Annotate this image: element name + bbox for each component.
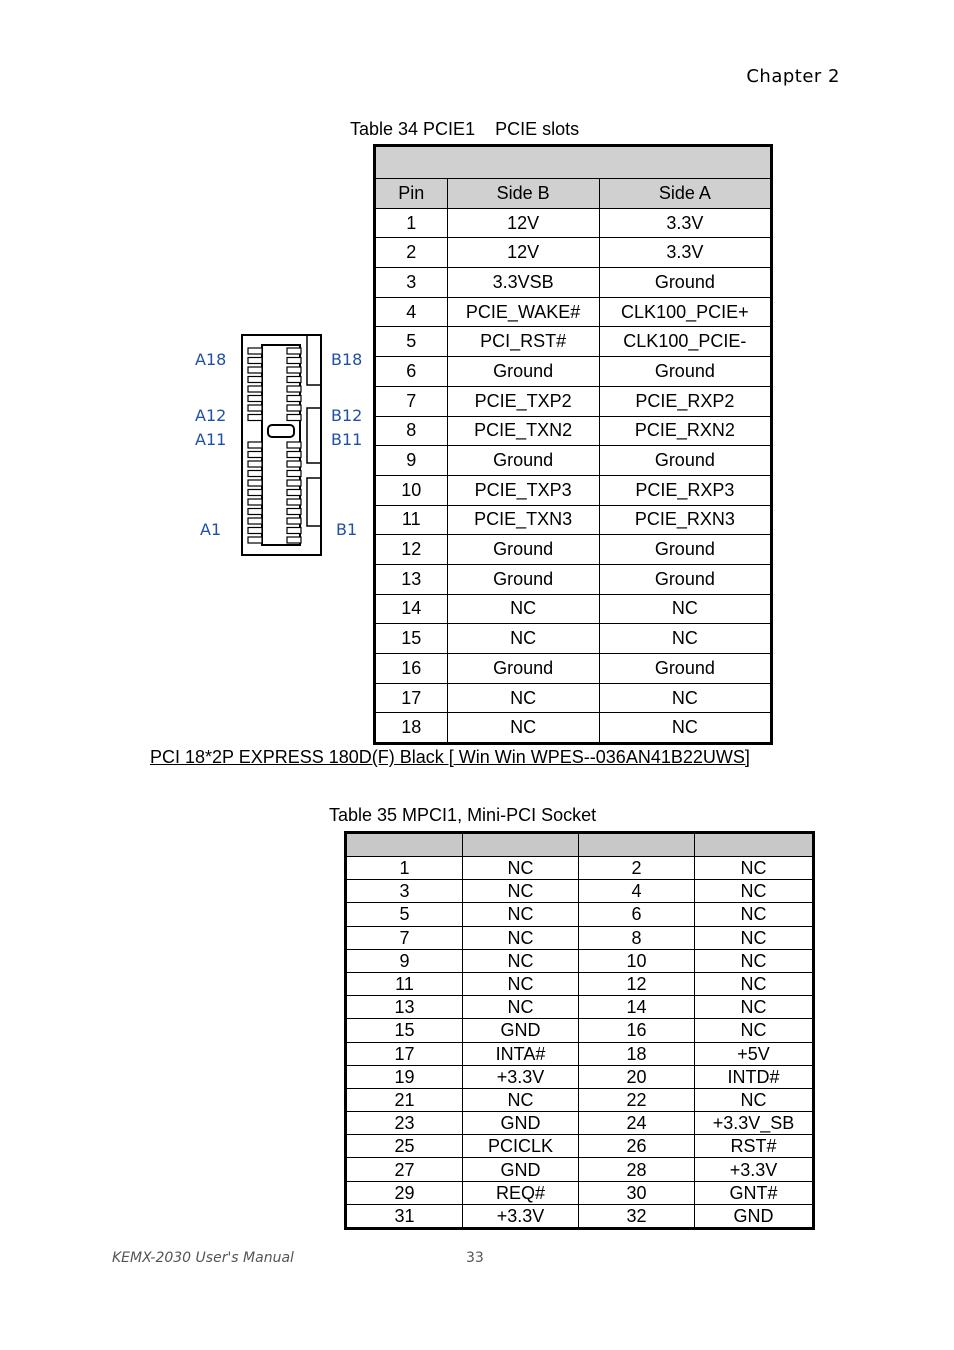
pin-number-cell: 31 [346,1204,463,1228]
signal-cell: NC [463,1088,579,1111]
pin-cell: 16 [375,654,448,684]
side-a-cell: PCIE_RXN3 [599,505,771,535]
pin-number-cell: 2 [579,857,695,880]
pin-cell: 6 [375,357,448,387]
side-b-cell: 3.3VSB [447,268,599,298]
signal-cell: REQ# [463,1181,579,1204]
table-row [346,903,814,926]
pin-number-cell: 14 [579,996,695,1019]
table34-caption: Table 34 PCIE1 PCIE slots [350,119,580,139]
side-b-cell: 12V [447,238,599,268]
side-a-cell: Ground [599,654,771,684]
side-a-cell: PCIE_RXP3 [599,475,771,505]
side-b-pin [287,415,301,421]
signal-cell: GNT# [695,1181,814,1204]
pin-cell: 15 [375,624,448,654]
pin-number-cell: 8 [579,926,695,949]
table-row [375,357,772,387]
table-row [375,416,772,446]
side-a-cell: CLK100_PCIE+ [599,297,771,327]
table-row [346,972,814,995]
table-row [375,327,772,357]
minipci-pin-table [344,831,815,1230]
side-a-pin [248,528,262,534]
side-b-cell: Ground [447,654,599,684]
pin-cell: 4 [375,297,448,327]
side-b-pin [287,528,301,534]
table-row [375,713,772,744]
pin-cell: 9 [375,446,448,476]
signal-cell: PCICLK [463,1135,579,1158]
pin-number-cell: 1 [346,857,463,880]
side-a-pin [248,358,262,364]
side-a-pins [248,348,262,543]
table-row [346,1042,814,1065]
side-b-cell: PCIE_TXP2 [447,386,599,416]
pin-number-cell: 20 [579,1065,695,1088]
side-b-pin [287,386,301,392]
label-b11: B11 [331,430,363,449]
side-b-pin [287,471,301,477]
table-row [346,1112,814,1135]
pin-number-cell: 24 [579,1112,695,1135]
header-side-b: Side B [447,179,599,209]
pin-cell: 13 [375,564,448,594]
pin-cell: 11 [375,505,448,535]
pin-cell: 18 [375,713,448,744]
signal-cell: INTD# [695,1065,814,1088]
table-row [375,505,772,535]
table-row [346,926,814,949]
pin-cell: 1 [375,208,448,238]
signal-cell: NC [695,1088,814,1111]
pin-number-cell: 25 [346,1135,463,1158]
label-a11: A11 [195,430,227,449]
side-b-cell: Ground [447,535,599,565]
label-b18: B18 [331,350,363,369]
signal-cell: NC [463,949,579,972]
side-a-cell: CLK100_PCIE- [599,327,771,357]
side-a-pin [248,452,262,458]
side-a-pin [248,518,262,524]
pin-number-cell: 26 [579,1135,695,1158]
side-a-pin [248,499,262,505]
pin-cell: 2 [375,238,448,268]
label-a12: A12 [195,406,227,425]
table-row [346,996,814,1019]
pin-number-cell: 12 [579,972,695,995]
table-row [346,857,814,880]
side-b-pin [287,377,301,383]
pin-cell: 10 [375,475,448,505]
side-a-cell: Ground [599,268,771,298]
table-row [346,1019,814,1042]
header-side-a: Side A [599,179,771,209]
signal-cell: GND [463,1019,579,1042]
side-a-pin [248,415,262,421]
pin-cell: 3 [375,268,448,298]
signal-cell: +3.3V [463,1204,579,1228]
side-b-pin [287,461,301,467]
table-row [346,1181,814,1204]
side-a-cell: PCIE_RXP2 [599,386,771,416]
signal-cell: NC [695,949,814,972]
side-b-cell: PCIE_TXN3 [447,505,599,535]
signal-cell: +3.3V [695,1158,814,1181]
table-row [346,1158,814,1181]
side-a-cell: NC [599,683,771,713]
side-b-pin [287,452,301,458]
pin-number-cell: 7 [346,926,463,949]
table-row [346,1065,814,1088]
side-a-pin [248,461,262,467]
side-b-pin [287,490,301,496]
signal-cell: NC [463,903,579,926]
signal-cell: NC [695,880,814,903]
pin-number-cell: 21 [346,1088,463,1111]
label-a1: A1 [200,520,222,539]
table-row [375,268,772,298]
side-b-pin [287,509,301,515]
signal-cell: NC [463,880,579,903]
side-a-pin [248,442,262,448]
signal-cell: RST# [695,1135,814,1158]
side-b-pin [287,358,301,364]
signal-cell: NC [463,972,579,995]
side-b-cell: NC [447,594,599,624]
side-a-cell: Ground [599,535,771,565]
chapter-heading: Chapter 2 [746,66,840,87]
table-row [375,208,772,238]
pin-number-cell: 23 [346,1112,463,1135]
side-a-pin [248,480,262,486]
label-b1: B1 [336,520,358,539]
pin-number-cell: 22 [579,1088,695,1111]
table-header-row [375,179,772,209]
signal-cell: NC [463,926,579,949]
signal-cell: GND [463,1112,579,1135]
table-row [375,594,772,624]
pin-number-cell: 27 [346,1158,463,1181]
side-a-cell: NC [599,713,771,744]
side-b-cell: Ground [447,446,599,476]
pin-number-cell: 32 [579,1204,695,1228]
side-a-pin [248,471,262,477]
side-a-pin [248,509,262,515]
side-a-pin [248,386,262,392]
pin-number-cell: 9 [346,949,463,972]
side-a-pin [248,405,262,411]
signal-cell: NC [463,857,579,880]
signal-cell: GND [463,1158,579,1181]
pin-number-cell: 5 [346,903,463,926]
signal-cell: +3.3V [463,1065,579,1088]
signal-cell: +5V [695,1042,814,1065]
side-a-pin [248,377,262,383]
pin-number-cell: 10 [579,949,695,972]
pin-number-cell: 28 [579,1158,695,1181]
side-b-cell: PCIE_TXP3 [447,475,599,505]
side-a-pin [248,367,262,373]
side-b-pin [287,499,301,505]
side-b-cell: NC [447,683,599,713]
side-b-pin [287,348,301,354]
table-row [375,535,772,565]
side-a-cell: Ground [599,446,771,476]
signal-cell: NC [695,996,814,1019]
connector-part-number: PCI 18*2P EXPRESS 180D(F) Black [ Win Win WPES--036AN41B22UWS] [150,747,750,767]
side-a-pin [248,348,262,354]
side-a-pin [248,537,262,543]
pin-number-cell: 17 [346,1042,463,1065]
table-row [346,949,814,972]
side-a-cell: NC [599,624,771,654]
side-b-pin [287,537,301,543]
side-b-pins [287,348,301,543]
pin-number-cell: 6 [579,903,695,926]
signal-cell: +3.3V_SB [695,1112,814,1135]
table-row [375,624,772,654]
pin-cell: 8 [375,416,448,446]
pin-cell: 5 [375,327,448,357]
side-a-pin [248,490,262,496]
label-a18: A18 [195,350,227,369]
table-row [375,386,772,416]
side-a-pin [248,396,262,402]
pin-number-cell: 16 [579,1019,695,1042]
pin-number-cell: 3 [346,880,463,903]
label-b12: B12 [331,406,363,425]
side-a-cell: Ground [599,357,771,387]
pin-number-cell: 11 [346,972,463,995]
pin-cell: 12 [375,535,448,565]
pin-cell: 17 [375,683,448,713]
table-row [375,446,772,476]
table-row [346,1135,814,1158]
table35-caption: Table 35 MPCI1, Mini-PCI Socket [329,805,597,825]
signal-cell: INTA# [463,1042,579,1065]
table-row [375,238,772,268]
signal-cell: NC [695,972,814,995]
pcie-pin-table [373,144,773,745]
table-header-row [346,833,814,857]
footer-manual-title: KEMX-2030 User's Manual [112,1250,294,1266]
table-row [375,297,772,327]
table-title-band [375,146,772,179]
side-b-cell: PCIE_TXN2 [447,416,599,446]
pin-number-cell: 19 [346,1065,463,1088]
table-row [375,475,772,505]
side-b-pin [287,480,301,486]
signal-cell: GND [695,1204,814,1228]
side-b-pin [287,405,301,411]
side-b-cell: PCIE_WAKE# [447,297,599,327]
table-row [375,564,772,594]
side-b-cell: Ground [447,357,599,387]
signal-cell: NC [463,996,579,1019]
side-a-cell: PCIE_RXN2 [599,416,771,446]
table-row [346,1088,814,1111]
pin-number-cell: 29 [346,1181,463,1204]
table-row [346,880,814,903]
table-row [375,683,772,713]
side-b-cell: PCI_RST# [447,327,599,357]
pin-number-cell: 18 [579,1042,695,1065]
side-a-cell: NC [599,594,771,624]
side-b-pin [287,367,301,373]
signal-cell: NC [695,857,814,880]
side-b-cell: Ground [447,564,599,594]
side-a-cell: 3.3V [599,208,771,238]
pin-number-cell: 30 [579,1181,695,1204]
pin-cell: 7 [375,386,448,416]
side-a-cell: Ground [599,564,771,594]
side-b-cell: NC [447,713,599,744]
header-pin: Pin [375,179,448,209]
side-b-pin [287,442,301,448]
table-row [375,654,772,684]
footer-page-number: 33 [466,1250,484,1266]
signal-cell: NC [695,903,814,926]
pin-cell: 14 [375,594,448,624]
signal-cell: NC [695,1019,814,1042]
side-b-pin [287,396,301,402]
side-b-pin [287,518,301,524]
signal-cell: NC [695,926,814,949]
side-b-cell: NC [447,624,599,654]
table-row [346,1204,814,1228]
pin-number-cell: 4 [579,880,695,903]
side-a-cell: 3.3V [599,238,771,268]
pcie-connector-diagram [190,330,370,560]
pin-number-cell: 13 [346,996,463,1019]
pin-number-cell: 15 [346,1019,463,1042]
side-b-cell: 12V [447,208,599,238]
